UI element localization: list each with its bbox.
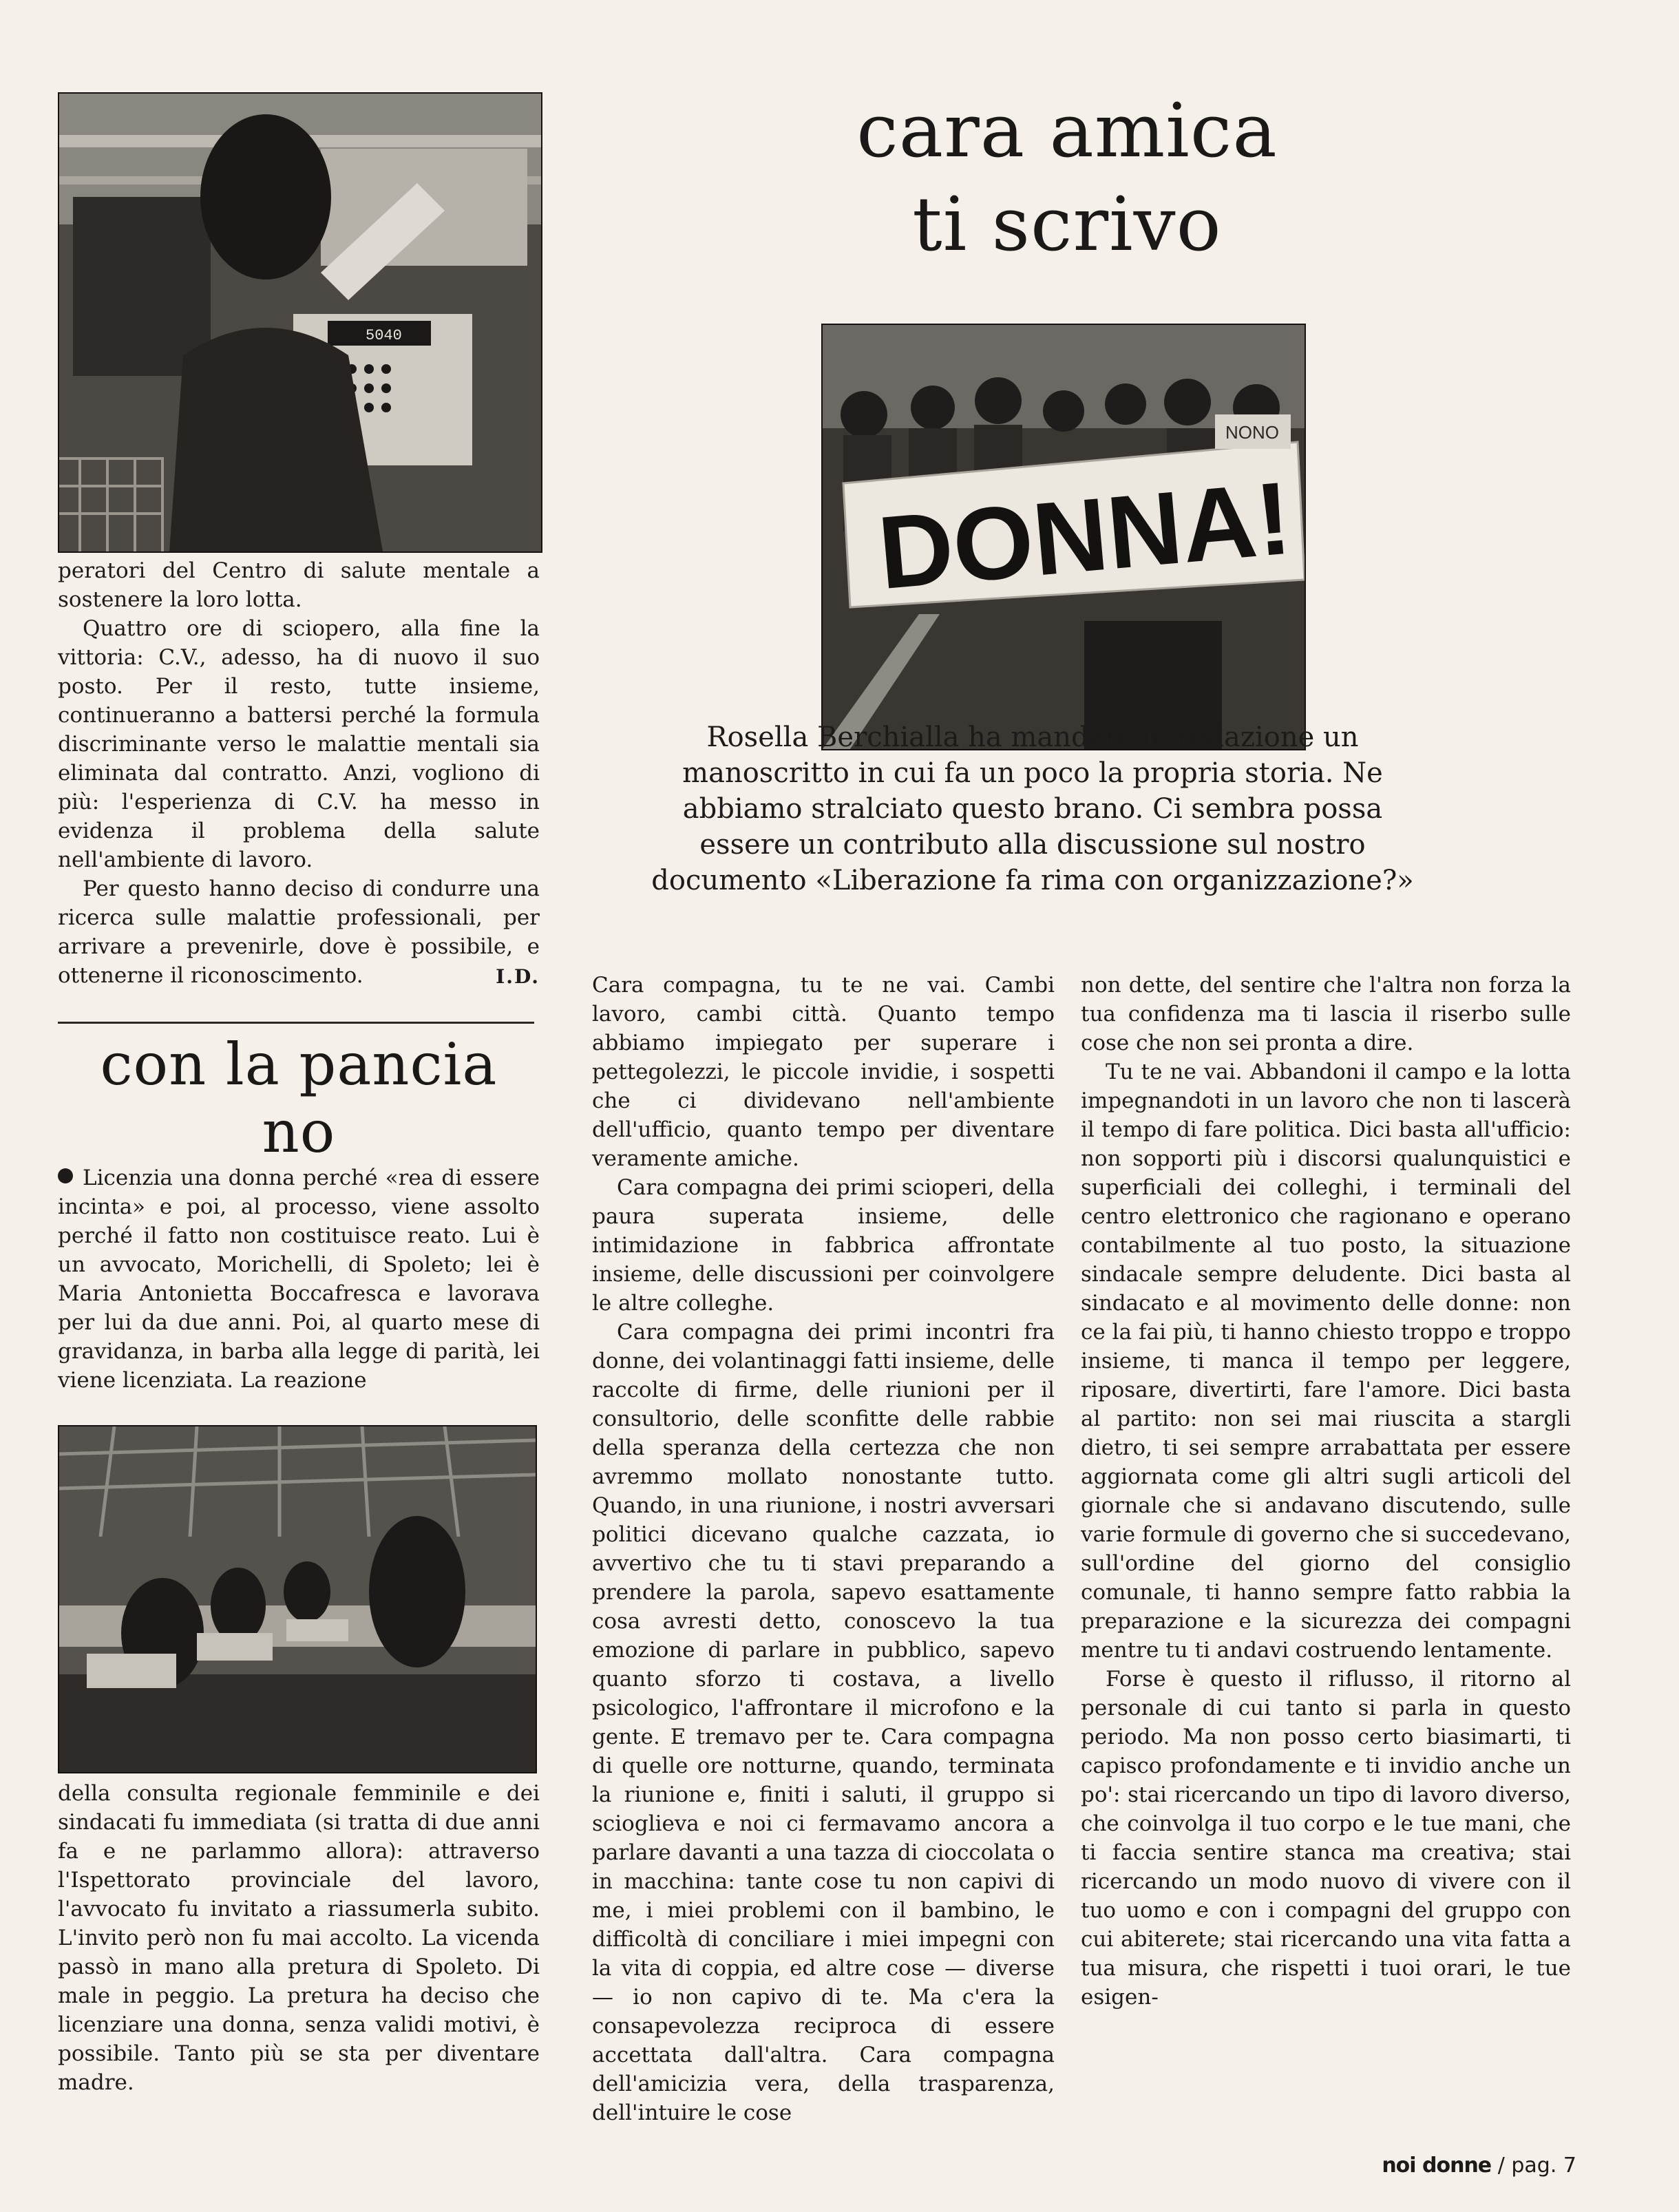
left-article-paragraph: Per questo hanno deciso di condurre una ricerca sulle malattie professionali, per arrivare a prevenirle, dove è possibile, e ottenerne il riconoscimento.: [58, 876, 540, 988]
article-intro: Rosella Berchialla ha mandato in redazione un manoscritto in cui fa un poco la propria storia. Ne abbiamo stralciato questo brano. Ci sembra possa essere un contributo alla discussione sul nostro documento «Liberazione fa rima con organizzazione?»: [651, 721, 1414, 896]
register-display: 5040: [366, 327, 402, 344]
headline-line-1: cara amica: [856, 88, 1278, 174]
left-article: [58, 556, 540, 991]
checkout-photo: [58, 92, 542, 553]
article-signature: I.D.: [496, 965, 540, 988]
left-article-paragraph: Quattro ore di sciopero, alla fine la vittoria: C.V., adesso, ha di nuovo il suo posto. Per il resto, tutte insieme, continueranno a battersi perché la formula discriminante verso le malattie mentali sia eliminata dal contratto. Anzi, vogliono di più: l'esperienza di C.V. ha messo in evidenza il problema della salute nell'ambiente di lavoro.: [58, 616, 540, 872]
checkout-illustration: [59, 94, 541, 551]
letter-column-2: [1081, 971, 1571, 2012]
magazine-name: noi donne: [1382, 2153, 1492, 2178]
pancia-paragraph: [58, 1163, 540, 1395]
march-photo: [821, 324, 1306, 750]
footer-separator: /: [1497, 2153, 1505, 2178]
letter-column-1: [592, 971, 1055, 2127]
march-illustration: [823, 325, 1305, 749]
pancia-article-bottom: [58, 1779, 540, 2097]
letter-paragraph: non dette, del sentire che l'altra non forza la tua confidenza ma ti lascia il riserbo sulle cose che non sei pronta a dire.: [1081, 973, 1571, 1055]
pancia-paragraph-text: Licenzia una donna perché «rea di essere incinta» e poi, al processo, viene assolto perché il fatto non costituisce reato. Lui è un avvocato, Morichelli, di Spoleto; lei è Maria Antonietta Boccafresca e lavorava per lui da due anni. Poi, al quarto mese di gravidanza, in barba alla legge di parità, lei viene licenziata. La reazione: [58, 1166, 540, 1393]
pancia-title-line-1: con la pancia: [100, 1031, 498, 1098]
factory-photo: [58, 1425, 537, 1773]
pancia-article-top: [58, 1163, 540, 1395]
section-divider: [58, 1022, 534, 1024]
banner-small-text: NONO: [1225, 422, 1279, 443]
pancia-paragraph: della consulta regionale femminile e dei sindacati fu immediata (si tratta di due anni fa e ne parlammo allora): attraverso l'Ispettorato provinciale del lavoro, l'avvocato fu invitato a riassumerla subito. L'invito però non fu mai accolto. La vicenda passò in mano alla pretura di Spoleto. Di male in peggio. La pretura ha deciso che licenziare una donna, senza validi motivi, è possibile. Tanto più se sta per diventare madre.: [58, 1781, 540, 2095]
letter-paragraph: Cara compagna dei primi scioperi, della paura superata insieme, delle intimidazione in fabbrica affrontate insieme, delle discussioni per coinvolgere le altre colleghe.: [592, 1175, 1055, 1316]
letter-paragraph: Cara compagna dei primi incontri fra donne, dei volantinaggi fatti insieme, delle raccolte di firme, delle riunioni per il consultorio, delle sconfitte delle rabbie della speranza della certezza che non avremmo mollato nonostante tutto. Quando, in una riunione, i nostri avversari politici dicevano qualche cazzata, io avvertivo che tu ti stavi preparando a prendere la parola, sapevo esattamente cosa avresti detto, conoscevo la tua emozione di parlare in pubblico, sapevo quanto sforzo ti costava, a livello psicologico, l'affrontare il microfono e la gente. E tremavo per te. Cara compagna di quelle ore notturne, quando, terminata la riunione e, finiti i saluti, il gruppo si scioglieva e noi ci fermavamo ancora a parlare davanti a una tazza di cioccolata o in macchina: tante cose tu non capivi di me, i miei problemi con il bambino, le difficoltà di conciliare i miei impegni con la vita di coppia, ed altre cose — diverse — io non capivo di te. Ma c'era la consapevolezza reciproca di essere accettata dall'altra. Cara compagna dell'amicizia vera, della trasparenza, dell'intuire le cose: [592, 1320, 1055, 2125]
page-number: pag. 7: [1511, 2153, 1576, 2178]
letter-paragraph: Tu te ne vai. Abbandoni il campo e la lotta impegnandoti in un lavoro che non ti lascerà il tempo di fare politica. Dici basta all'ufficio: non sopporti più i discorsi qualunquistici e superficiali dei colleghi, i terminali del centro elettronico che ragionano e operano contabilmente al tuo posto, la situazione sindacale sempre deludente. Dici basta al sindacato e al movimento delle donne: non ce la fai più, ti hanno chiesto troppo e troppo insieme, ti manca il tempo per leggere, riposare, divertirti, fare l'amore. Dici basta al partito: non sei mai riuscita a stargli dietro, ti sei sempre arrabattata per essere aggiornata come gli altri sugli articoli del giornale che si andavano discutendo, sulle varie formule di governo che si succedevano, sull'ordine del giorno del consiglio comunale, ti hanno sempre fatto rabbia la preparazione e la sicurezza dei compagni mentre tu ti andavi costruendo lentamente.: [1081, 1060, 1571, 1663]
banner-text: DONNA!: [874, 459, 1296, 611]
left-article-paragraph: peratori del Centro di salute mentale a sostenere la loro lotta.: [58, 558, 540, 612]
letter-paragraph: Forse è questo il riflusso, il ritorno al personale di cui tanto si parla in questo periodo. Ma non posso certo biasimarti, ti capisco profondamente e ti invidio anche un po': stai ricercando un tipo di lavoro diverso, che coinvolga il tuo corpo e le tue mani, che ti faccia sentire stanca ma creativa; stai ricercando un modo nuovo di vivere con il tuo uomo e con i compagni del gruppo con cui abiterete; stai ricercando una vita fatta a tua misura, che rispetti i tuoi orari, le tue esigen-: [1081, 1667, 1571, 2010]
page-footer: [1342, 2153, 1576, 2178]
bullet-icon: [58, 1168, 73, 1183]
factory-illustration: [59, 1426, 536, 1772]
pancia-title-line-2: no: [262, 1098, 336, 1166]
letter-paragraph: Cara compagna, tu te ne vai. Cambi lavoro, cambi città. Quanto tempo abbiamo impiegato per superare i pettegolezzi, le piccole invidie, i sospetti che ci dividevano nell'ambiente dell'ufficio, quanto tempo per diventare veramente amiche.: [592, 973, 1055, 1171]
headline-line-2: ti scrivo: [912, 182, 1222, 268]
